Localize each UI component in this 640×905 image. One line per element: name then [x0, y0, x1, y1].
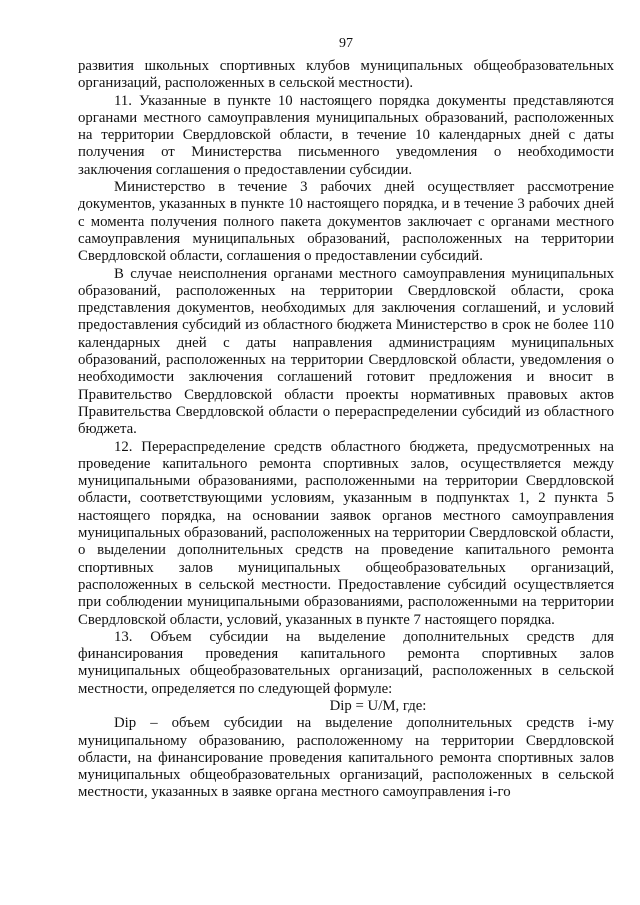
formula: Dip = U/M, где: [329, 697, 427, 714]
paragraph-item-11: 11. Указанные в пункте 10 настоящего порядка документы представляются органами местного самоуправления муниципальных образований, расположенных на территории Свердловской области, в течение 10 календарных дней с даты получения от Министерства письменного уведомления о необходимости заключения соглашения о предоставлении субсидии. [78, 92, 614, 178]
paragraph-item-13: 13. Объем субсидии на выделение дополнительных средств для финансирования проведения капитального ремонта спортивных залов муниципальных общеобразовательных организаций, расположенных в сельской местности, определяется по следующей формуле: [78, 628, 614, 697]
paragraph-continuation: развития школьных спортивных клубов муниципальных общеобразовательных организаций, расположенных в сельской местности). [78, 58, 614, 92]
paragraph-ministry-review: Министерство в течение 3 рабочих дней осуществляет рассмотрение документов, указанных в пункте 10 настоящего порядка, и в течение 3 рабочих дней с момента получения полного пакета документов заключает с органами местного самоуправления муниципальных образований, расположенных на территории Свердловской области, соглашения о предоставлении субсидий. [78, 179, 614, 265]
paragraph-non-fulfillment: В случае неисполнения органами местного самоуправления муниципальных образований, расположенных на территории Свердловской области, срока представления документов, необходимых для заключения соглашений, и условий предоставления субсидий из областного бюджета Министерство в срок не более 110 календарных дней с даты направления администрациям муниципальных образований, расположенных на территории Свердловской области, уведомления о необходимости заключения соглашений готовит предложения и вносит в Правительство Свердловской области проекты нормативных правовых актов Правительства Свердловской области о перераспределении субсидий из областного бюджета. [78, 265, 614, 438]
paragraph-item-12: 12. Перераспределение средств областного бюджета, предусмотренных на проведение капитального ремонта спортивных залов, осуществляется между муниципальными образованиями, расположенными на территории Свердловской области, соответствующими условиям, указанным в подпунктах 1, 2 пункта 5 настоящего порядка, на основании заявок органов местного самоуправления муниципальных образований, расположенных на территории Свердловской области, о выделении дополнительных средств на проведение капитального ремонта спортивных залов муниципальных общеобразовательных организаций, расположенных в сельской местности. Предоставление субсидий осуществляется при соблюдении муниципальными образованиями, расположенными на территории Свердловской области, условий, указанных в пункте 7 настоящего порядка. [78, 438, 614, 628]
page-number: 97 [339, 36, 353, 51]
formula-definition: Dip – объем субсидии на выделение дополнительных средств i-му муниципальному образованию, расположенному на территории Свердловской области, на финансирование проведения капитального ремонта спортивных залов муниципальных общеобразовательных организаций, расположенных в сельской местности, указанных в заявке органа местного самоуправления i-го [78, 715, 614, 801]
